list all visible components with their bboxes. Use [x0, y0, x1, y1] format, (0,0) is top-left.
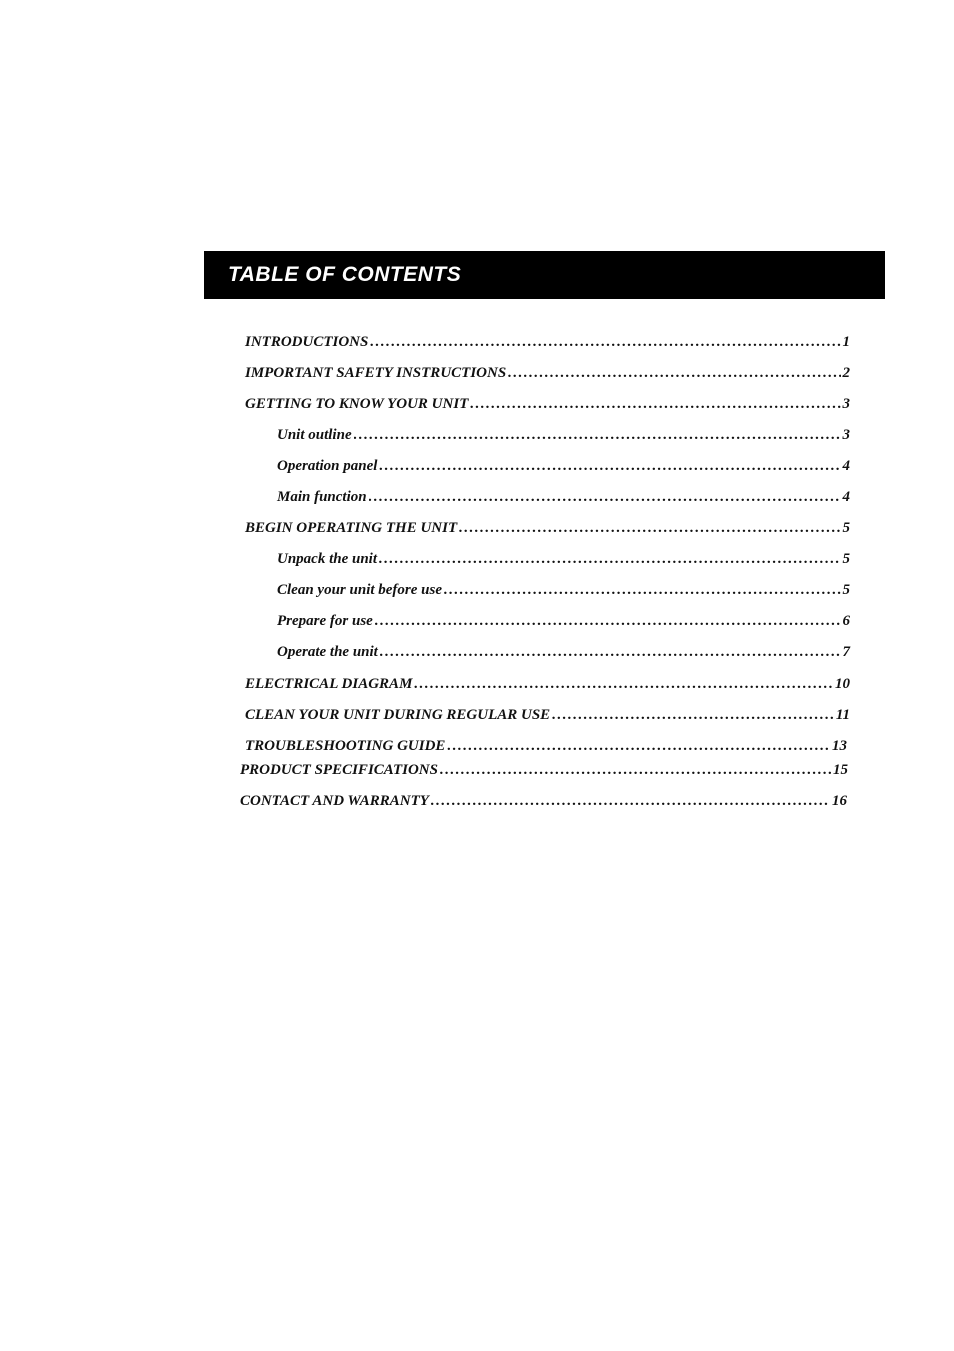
toc-entry-troubleshooting-guide[interactable] [245, 736, 847, 756]
dot-leader [414, 674, 833, 694]
toc-entry-label: GETTING TO KNOW YOUR UNIT [245, 396, 469, 412]
toc-entry-page: 1 [842, 334, 850, 350]
toc-entry-label: CONTACT AND WARRANTY [240, 793, 429, 809]
toc-entry-prepare-for-use[interactable] [277, 611, 850, 631]
toc-entry-label: Unpack the unit [277, 551, 378, 567]
toc-entry-label: BEGIN OPERATING THE UNIT [245, 520, 458, 536]
toc-entry-label: Prepare for use [277, 613, 373, 629]
toc-entry-important-safety-instructions[interactable] [245, 363, 850, 383]
dot-leader [379, 549, 840, 569]
toc-entry-page: 6 [842, 613, 850, 629]
dot-leader [552, 705, 834, 725]
toc-entry-page: 4 [842, 489, 850, 505]
toc-entry-introductions[interactable] [245, 332, 850, 352]
toc-entry-label: Unit outline [277, 427, 352, 443]
dot-leader [375, 611, 841, 631]
toc-entry-unit-outline[interactable] [277, 425, 850, 445]
toc-entry-unpack-the-unit[interactable] [277, 549, 850, 569]
toc-entry-page: 7 [842, 644, 850, 660]
dot-leader [380, 642, 841, 662]
dot-leader [508, 363, 840, 383]
toc-entry-operate-the-unit[interactable] [277, 642, 850, 662]
toc-entry-page: 2 [842, 365, 850, 381]
toc-entry-label: Operation panel [277, 458, 378, 474]
toc-entry-label: Main function [277, 489, 367, 505]
toc-entry-page: 16 [832, 793, 847, 809]
toc-entry-page: 5 [842, 551, 850, 567]
toc-entry-label: IMPORTANT SAFETY INSTRUCTIONS [245, 365, 507, 381]
dot-leader [440, 760, 831, 780]
toc-entry-label: Clean your unit before use [277, 582, 443, 598]
toc-entry-begin-operating-the-unit[interactable] [245, 518, 850, 538]
toc-entry-page: 10 [835, 676, 850, 692]
toc-entry-label: PRODUCT SPECIFICATIONS [240, 762, 438, 778]
toc-entry-label: CLEAN YOUR UNIT DURING REGULAR USE [245, 707, 551, 723]
toc-header-banner [204, 251, 885, 299]
toc-entry-page: 5 [842, 520, 850, 536]
toc-entry-page: 15 [833, 762, 848, 778]
toc-entry-electrical-diagram[interactable] [245, 674, 850, 694]
toc-entry-getting-to-know-your-unit[interactable] [245, 394, 850, 414]
toc-entry-clean-your-unit-before-use[interactable] [277, 580, 850, 600]
toc-entry-page: 5 [842, 582, 850, 598]
toc-entry-page: 13 [832, 738, 847, 754]
dot-leader [354, 425, 841, 445]
toc-entry-clean-your-unit-during-regular-use[interactable] [245, 705, 850, 725]
dot-leader [470, 394, 840, 414]
page-title: TABLE OF CONTENTS [228, 263, 462, 286]
toc-entry-label: TROUBLESHOOTING GUIDE [245, 738, 446, 754]
dot-leader [431, 791, 830, 811]
toc-entry-product-specifications[interactable] [240, 760, 848, 780]
dot-leader [379, 456, 840, 476]
toc-entry-page: 3 [842, 427, 850, 443]
toc-entry-label: ELECTRICAL DIAGRAM [245, 676, 413, 692]
dot-leader [447, 736, 830, 756]
toc-entry-label: INTRODUCTIONS [245, 334, 369, 350]
dot-leader [444, 580, 840, 600]
dot-leader [370, 332, 840, 352]
dot-leader [369, 487, 841, 507]
toc-entry-main-function[interactable] [277, 487, 850, 507]
toc-entry-page: 11 [835, 707, 850, 723]
toc-entry-label: Operate the unit [277, 644, 378, 660]
toc-entry-operation-panel[interactable] [277, 456, 850, 476]
dot-leader [459, 518, 840, 538]
toc-entry-contact-and-warranty[interactable] [240, 791, 847, 811]
toc-entry-page: 3 [842, 396, 850, 412]
toc-entry-page: 4 [842, 458, 850, 474]
